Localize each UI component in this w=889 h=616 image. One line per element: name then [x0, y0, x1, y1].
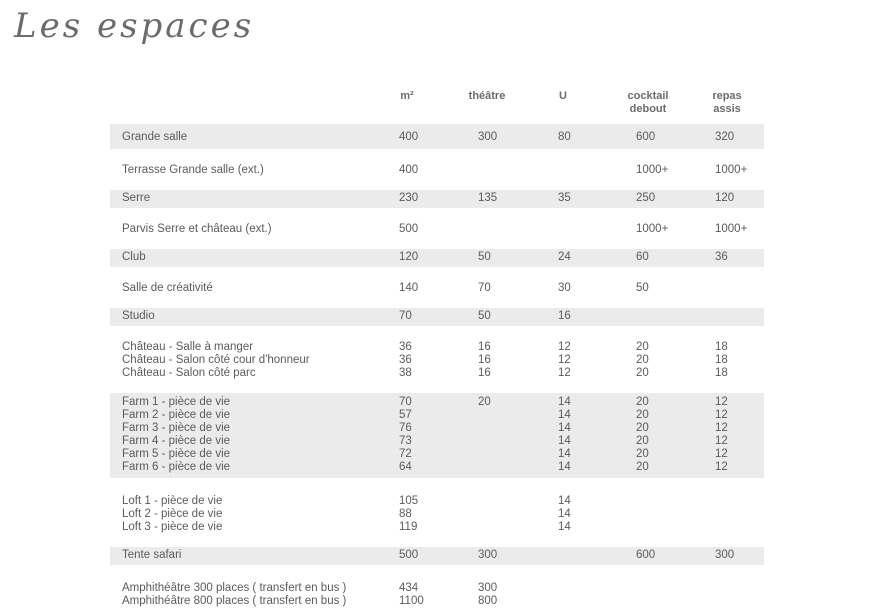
cocktail-capacity: 20 [636, 354, 649, 366]
table-line [110, 435, 764, 448]
repas-capacity: 12 [715, 461, 728, 473]
table-line [110, 549, 764, 562]
table-line [110, 131, 764, 144]
header-cocktail-line1: cocktail [627, 90, 669, 102]
repas-capacity: 12 [715, 448, 728, 460]
space-name: Amphithéâtre 800 places ( transfert en bus ) [122, 595, 347, 607]
header-repas-line1: repas [712, 90, 742, 102]
space-name: Farm 4 - pièce de vie [122, 435, 231, 447]
space-name: Château - Salon côté parc [122, 367, 256, 379]
theatre-capacity: 70 [478, 282, 491, 294]
cocktail-capacity: 20 [636, 422, 649, 434]
u-capacity: 14 [558, 409, 571, 421]
space-name: Terrasse Grande salle (ext.) [122, 164, 264, 176]
table-body [110, 124, 764, 608]
area-m2: 64 [399, 461, 412, 473]
area-m2: 36 [399, 341, 412, 353]
table-line [110, 223, 764, 236]
u-capacity: 12 [558, 341, 571, 353]
table-line [110, 508, 764, 521]
repas-capacity: 18 [715, 367, 728, 379]
cocktail-capacity: 1000+ [636, 164, 669, 176]
u-capacity: 14 [558, 461, 571, 473]
table-line [110, 595, 764, 608]
table-row [110, 334, 764, 385]
table-row [110, 190, 764, 208]
space-name: Loft 1 - pièce de vie [122, 495, 223, 507]
area-m2: 434 [399, 582, 419, 594]
header-m2: m² [400, 90, 414, 102]
theatre-capacity: 135 [478, 192, 498, 204]
theatre-capacity: 300 [478, 582, 498, 594]
u-capacity: 16 [558, 310, 571, 322]
area-m2: 70 [399, 310, 412, 322]
space-name: Studio [122, 310, 155, 322]
area-m2: 400 [399, 131, 419, 143]
space-name: Farm 6 - pièce de vie [122, 461, 231, 473]
table-row [110, 124, 764, 149]
space-name: Farm 2 - pièce de vie [122, 409, 231, 421]
area-m2: 73 [399, 435, 412, 447]
cocktail-capacity: 600 [636, 131, 656, 143]
theatre-capacity: 300 [478, 549, 498, 561]
theatre-capacity: 16 [478, 341, 491, 353]
table-header [110, 88, 764, 124]
repas-capacity: 300 [715, 549, 735, 561]
u-capacity: 30 [558, 282, 571, 294]
space-name: Loft 2 - pièce de vie [122, 508, 223, 520]
table-row [110, 486, 764, 539]
table-row [110, 249, 764, 267]
repas-capacity: 12 [715, 435, 728, 447]
table-line [110, 164, 764, 177]
theatre-capacity: 16 [478, 367, 491, 379]
space-name: Salle de créativité [122, 282, 213, 294]
repas-capacity: 1000+ [715, 164, 748, 176]
table-row [110, 275, 764, 300]
repas-capacity: 320 [715, 131, 735, 143]
cocktail-capacity: 20 [636, 367, 649, 379]
area-m2: 72 [399, 448, 412, 460]
u-capacity: 14 [558, 508, 571, 520]
header-theatre: théâtre [468, 90, 506, 102]
space-name: Tente safari [122, 549, 182, 561]
theatre-capacity: 50 [478, 251, 491, 263]
cocktail-capacity: 50 [636, 282, 649, 294]
space-name: Château - Salon côté cour d'honneur [122, 354, 310, 366]
space-name: Farm 1 - pièce de vie [122, 396, 231, 408]
table-line [110, 367, 764, 380]
u-capacity: 14 [558, 396, 571, 408]
area-m2: 120 [399, 251, 419, 263]
cocktail-capacity: 20 [636, 461, 649, 473]
cocktail-capacity: 250 [636, 192, 656, 204]
area-m2: 76 [399, 422, 412, 434]
table-row [110, 393, 764, 478]
u-capacity: 12 [558, 354, 571, 366]
table-line [110, 521, 764, 534]
table-line [110, 192, 764, 205]
theatre-capacity: 20 [478, 396, 491, 408]
repas-capacity: 18 [715, 341, 728, 353]
table-line [110, 422, 764, 435]
table-line [110, 341, 764, 354]
u-capacity: 80 [558, 131, 571, 143]
cocktail-capacity: 600 [636, 549, 656, 561]
theatre-capacity: 800 [478, 595, 498, 607]
header-cocktail [618, 90, 678, 116]
repas-capacity: 36 [715, 251, 728, 263]
area-m2: 70 [399, 396, 412, 408]
area-m2: 57 [399, 409, 412, 421]
table-line [110, 310, 764, 323]
spaces-table [110, 88, 764, 616]
space-name: Farm 3 - pièce de vie [122, 422, 231, 434]
table-row [110, 157, 764, 182]
theatre-capacity: 50 [478, 310, 491, 322]
space-name: Grande salle [122, 131, 188, 143]
space-name: Parvis Serre et château (ext.) [122, 223, 272, 235]
area-m2: 1100 [399, 595, 424, 607]
table-line [110, 448, 764, 461]
space-name: Loft 3 - pièce de vie [122, 521, 223, 533]
repas-capacity: 12 [715, 422, 728, 434]
area-m2: 119 [399, 521, 418, 533]
cocktail-capacity: 20 [636, 435, 649, 447]
table-line [110, 396, 764, 409]
header-cocktail-line2: debout [629, 103, 667, 115]
area-m2: 36 [399, 354, 412, 366]
header-u: U [559, 90, 567, 102]
cocktail-capacity: 20 [636, 409, 649, 421]
table-row [110, 573, 764, 608]
table-row [110, 216, 764, 241]
header-repas-line2: assis [713, 103, 741, 115]
area-m2: 500 [399, 223, 419, 235]
header-repas [702, 90, 752, 116]
space-name: Club [122, 251, 146, 263]
table-line [110, 282, 764, 295]
table-line [110, 582, 764, 595]
cocktail-capacity: 20 [636, 341, 649, 353]
cocktail-capacity: 60 [636, 251, 649, 263]
u-capacity: 14 [558, 521, 571, 533]
space-name: Serre [122, 192, 151, 204]
table-line [110, 461, 764, 474]
cocktail-capacity: 20 [636, 396, 649, 408]
area-m2: 105 [399, 495, 419, 507]
area-m2: 230 [399, 192, 419, 204]
repas-capacity: 12 [715, 409, 728, 421]
u-capacity: 24 [558, 251, 571, 263]
space-name: Farm 5 - pièce de vie [122, 448, 231, 460]
u-capacity: 12 [558, 367, 571, 379]
area-m2: 140 [399, 282, 419, 294]
theatre-capacity: 16 [478, 354, 491, 366]
repas-capacity: 18 [715, 354, 728, 366]
table-row [110, 547, 764, 565]
repas-capacity: 1000+ [715, 223, 748, 235]
u-capacity: 14 [558, 495, 571, 507]
area-m2: 500 [399, 549, 419, 561]
table-line [110, 354, 764, 367]
area-m2: 88 [399, 508, 412, 520]
table-line [110, 495, 764, 508]
cocktail-capacity: 1000+ [636, 223, 669, 235]
space-name: Amphithéâtre 300 places ( transfert en bus ) [122, 582, 347, 594]
theatre-capacity: 300 [478, 131, 498, 143]
u-capacity: 35 [558, 192, 571, 204]
table-line [110, 251, 764, 264]
cocktail-capacity: 20 [636, 448, 649, 460]
table-line [110, 409, 764, 422]
repas-capacity: 12 [715, 396, 728, 408]
u-capacity: 14 [558, 422, 571, 434]
area-m2: 38 [399, 367, 412, 379]
space-name: Château - Salle à manger [122, 341, 254, 353]
area-m2: 400 [399, 164, 419, 176]
table-row [110, 308, 764, 326]
u-capacity: 14 [558, 448, 571, 460]
u-capacity: 14 [558, 435, 571, 447]
repas-capacity: 120 [715, 192, 735, 204]
page-title: Les espaces [14, 6, 255, 46]
